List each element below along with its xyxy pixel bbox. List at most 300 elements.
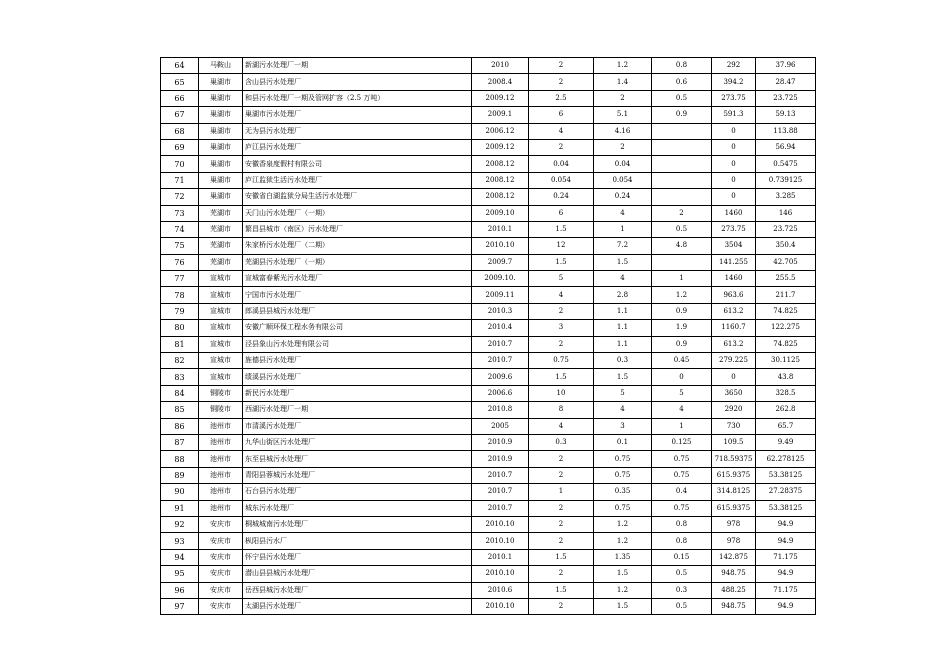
- value-d-cell: 37.96: [756, 58, 816, 74]
- date-cell: 2009.12: [472, 139, 529, 155]
- table-row: [161, 238, 816, 254]
- table-row: [161, 74, 816, 90]
- table-row: [161, 451, 816, 467]
- city-cell: 池州市: [199, 500, 243, 516]
- capacity-cell: 4: [529, 287, 594, 303]
- data-table: [160, 57, 816, 615]
- row-number: 81: [161, 336, 199, 352]
- value-b-cell: 0.4: [652, 484, 712, 500]
- value-c-cell: 718.59375: [712, 451, 756, 467]
- capacity-cell: 2: [529, 303, 594, 319]
- capacity-cell: 3: [529, 320, 594, 336]
- value-b-cell: 0.5: [652, 566, 712, 582]
- date-cell: 2009.6: [472, 369, 529, 385]
- capacity-cell: 2: [529, 533, 594, 549]
- capacity-cell: 4: [529, 418, 594, 434]
- date-cell: 2009.11: [472, 287, 529, 303]
- value-a-cell: 0.1: [594, 434, 652, 450]
- value-c-cell: 1460: [712, 271, 756, 287]
- row-number: 92: [161, 516, 199, 532]
- value-c-cell: 3650: [712, 385, 756, 401]
- value-c-cell: 1460: [712, 205, 756, 221]
- capacity-cell: 2.5: [529, 90, 594, 106]
- facility-name-cell: 青阳县蓉城污水处理厂: [243, 467, 472, 483]
- city-cell: 池州市: [199, 484, 243, 500]
- date-cell: 2008.12: [472, 189, 529, 205]
- row-number: 85: [161, 402, 199, 418]
- value-d-cell: 53.38125: [756, 500, 816, 516]
- value-a-cell: 5: [594, 385, 652, 401]
- facility-name-cell: 岳西县城污水处理厂: [243, 582, 472, 598]
- row-number: 87: [161, 434, 199, 450]
- capacity-cell: 2: [529, 336, 594, 352]
- table-row: [161, 221, 816, 237]
- value-c-cell: 3504: [712, 238, 756, 254]
- table-row: [161, 107, 816, 123]
- date-cell: 2010.10: [472, 516, 529, 532]
- table-row: [161, 271, 816, 287]
- table-row: [161, 205, 816, 221]
- facility-name-cell: 郎溪县县城污水处理厂: [243, 303, 472, 319]
- value-b-cell: [652, 189, 712, 205]
- value-a-cell: 0.35: [594, 484, 652, 500]
- value-a-cell: 1.1: [594, 336, 652, 352]
- capacity-cell: 2: [529, 598, 594, 614]
- capacity-cell: 2: [529, 74, 594, 90]
- facility-name-cell: 枞阳县污水厂: [243, 533, 472, 549]
- capacity-cell: 0.75: [529, 353, 594, 369]
- date-cell: 2010.10: [472, 566, 529, 582]
- table-body: [161, 58, 816, 615]
- city-cell: 芜湖市: [199, 238, 243, 254]
- date-cell: 2010.1: [472, 549, 529, 565]
- facility-name-cell: 巢湖市污水处理厂: [243, 107, 472, 123]
- value-a-cell: 0.04: [594, 156, 652, 172]
- value-b-cell: 0.15: [652, 549, 712, 565]
- facility-name-cell: 潜山县县城污水处理厂: [243, 566, 472, 582]
- value-b-cell: 0.5: [652, 221, 712, 237]
- city-cell: 巢湖市: [199, 90, 243, 106]
- value-d-cell: 211.7: [756, 287, 816, 303]
- date-cell: 2006.12: [472, 123, 529, 139]
- value-b-cell: 0.8: [652, 58, 712, 74]
- value-b-cell: [652, 172, 712, 188]
- row-number: 83: [161, 369, 199, 385]
- value-b-cell: 1.9: [652, 320, 712, 336]
- table-row: [161, 172, 816, 188]
- value-d-cell: 62.278125: [756, 451, 816, 467]
- facility-name-cell: 无为县污水处理厂: [243, 123, 472, 139]
- city-cell: 巢湖市: [199, 189, 243, 205]
- facility-name-cell: 城东污水处理厂: [243, 500, 472, 516]
- value-a-cell: 0.75: [594, 451, 652, 467]
- city-cell: 巢湖市: [199, 172, 243, 188]
- value-b-cell: [652, 254, 712, 270]
- value-d-cell: 122.275: [756, 320, 816, 336]
- value-b-cell: 4.8: [652, 238, 712, 254]
- value-a-cell: 3: [594, 418, 652, 434]
- facility-name-cell: 安徽省白湖监狱分局生活污水处理厂: [243, 189, 472, 205]
- date-cell: 2010.8: [472, 402, 529, 418]
- facility-name-cell: 天门山污水处理厂（一期）: [243, 205, 472, 221]
- table-row: [161, 467, 816, 483]
- table-row: [161, 303, 816, 319]
- value-d-cell: 94.9: [756, 516, 816, 532]
- value-a-cell: 0.054: [594, 172, 652, 188]
- table-row: [161, 516, 816, 532]
- row-number: 88: [161, 451, 199, 467]
- value-a-cell: 4.16: [594, 123, 652, 139]
- value-c-cell: 948.75: [712, 566, 756, 582]
- facility-name-cell: 含山县污水处理厂: [243, 74, 472, 90]
- table-row: [161, 369, 816, 385]
- value-c-cell: 0: [712, 369, 756, 385]
- date-cell: 2005: [472, 418, 529, 434]
- value-c-cell: 273.75: [712, 90, 756, 106]
- city-cell: 池州市: [199, 451, 243, 467]
- date-cell: 2010.7: [472, 336, 529, 352]
- value-a-cell: 4: [594, 205, 652, 221]
- value-c-cell: 591.3: [712, 107, 756, 123]
- value-d-cell: 53.38125: [756, 467, 816, 483]
- value-d-cell: 71.175: [756, 582, 816, 598]
- row-number: 80: [161, 320, 199, 336]
- value-a-cell: 4: [594, 402, 652, 418]
- capacity-cell: 1: [529, 484, 594, 500]
- table-row: [161, 533, 816, 549]
- facility-name-cell: 芜湖县污水处理厂（一期）: [243, 254, 472, 270]
- capacity-cell: 0.054: [529, 172, 594, 188]
- value-d-cell: 71.175: [756, 549, 816, 565]
- value-c-cell: 314.8125: [712, 484, 756, 500]
- value-d-cell: 42.705: [756, 254, 816, 270]
- capacity-cell: 1.5: [529, 221, 594, 237]
- facility-name-cell: 安徽广顺环保工程水务有限公司: [243, 320, 472, 336]
- row-number: 70: [161, 156, 199, 172]
- date-cell: 2010.6: [472, 582, 529, 598]
- capacity-cell: 10: [529, 385, 594, 401]
- value-d-cell: 23.725: [756, 90, 816, 106]
- city-cell: 安庆市: [199, 582, 243, 598]
- value-c-cell: 615.9375: [712, 467, 756, 483]
- table-row: [161, 287, 816, 303]
- row-number: 73: [161, 205, 199, 221]
- city-cell: 芜湖市: [199, 205, 243, 221]
- row-number: 93: [161, 533, 199, 549]
- value-b-cell: 0.6: [652, 74, 712, 90]
- date-cell: 2010.7: [472, 484, 529, 500]
- value-a-cell: 7.2: [594, 238, 652, 254]
- capacity-cell: 2: [529, 451, 594, 467]
- table-row: [161, 385, 816, 401]
- city-cell: 安庆市: [199, 566, 243, 582]
- value-a-cell: 1.2: [594, 582, 652, 598]
- date-cell: 2008.12: [472, 156, 529, 172]
- row-number: 67: [161, 107, 199, 123]
- row-number: 71: [161, 172, 199, 188]
- facility-name-cell: 庐江监狱生活污水处理厂: [243, 172, 472, 188]
- value-c-cell: 292: [712, 58, 756, 74]
- row-number: 66: [161, 90, 199, 106]
- facility-name-cell: 桐城城南污水处理厂: [243, 516, 472, 532]
- table-row: [161, 320, 816, 336]
- value-d-cell: 74.825: [756, 336, 816, 352]
- value-c-cell: 2920: [712, 402, 756, 418]
- row-number: 77: [161, 271, 199, 287]
- value-c-cell: 0: [712, 189, 756, 205]
- value-d-cell: 113.88: [756, 123, 816, 139]
- value-a-cell: 5.1: [594, 107, 652, 123]
- facility-name-cell: 和县污水处理厂一期及管网扩容（2.5 万吨）: [243, 90, 472, 106]
- city-cell: 池州市: [199, 418, 243, 434]
- value-d-cell: 30.1125: [756, 353, 816, 369]
- row-number: 96: [161, 582, 199, 598]
- value-b-cell: 0.8: [652, 533, 712, 549]
- facility-name-cell: 东至县城污水处理厂: [243, 451, 472, 467]
- city-cell: 芜湖市: [199, 254, 243, 270]
- value-c-cell: 141.255: [712, 254, 756, 270]
- date-cell: 2010.3: [472, 303, 529, 319]
- table-row: [161, 90, 816, 106]
- value-d-cell: 43.8: [756, 369, 816, 385]
- value-d-cell: 94.9: [756, 533, 816, 549]
- value-b-cell: 0.9: [652, 107, 712, 123]
- value-a-cell: 1.2: [594, 516, 652, 532]
- capacity-cell: 0.04: [529, 156, 594, 172]
- facility-name-cell: 绩溪县污水处理厂: [243, 369, 472, 385]
- capacity-cell: 1.5: [529, 369, 594, 385]
- city-cell: 马鞍山: [199, 58, 243, 74]
- date-cell: 2009.7: [472, 254, 529, 270]
- value-d-cell: 59.13: [756, 107, 816, 123]
- value-c-cell: 488.25: [712, 582, 756, 598]
- row-number: 72: [161, 189, 199, 205]
- city-cell: 芜湖市: [199, 221, 243, 237]
- capacity-cell: 6: [529, 205, 594, 221]
- row-number: 82: [161, 353, 199, 369]
- row-number: 91: [161, 500, 199, 516]
- value-d-cell: 27.28375: [756, 484, 816, 500]
- value-c-cell: 109.5: [712, 434, 756, 450]
- facility-name-cell: 旌德县污水处理厂: [243, 353, 472, 369]
- value-a-cell: 1.35: [594, 549, 652, 565]
- value-b-cell: 0.9: [652, 303, 712, 319]
- value-c-cell: 0: [712, 139, 756, 155]
- value-c-cell: 0: [712, 156, 756, 172]
- row-number: 97: [161, 598, 199, 614]
- table-row: [161, 254, 816, 270]
- table-row: [161, 353, 816, 369]
- table-row: [161, 336, 816, 352]
- value-a-cell: 1.5: [594, 566, 652, 582]
- row-number: 76: [161, 254, 199, 270]
- table-row: [161, 500, 816, 516]
- date-cell: 2010.7: [472, 353, 529, 369]
- value-c-cell: 279.225: [712, 353, 756, 369]
- table-row: [161, 189, 816, 205]
- capacity-cell: 2: [529, 500, 594, 516]
- value-d-cell: 94.9: [756, 598, 816, 614]
- row-number: 86: [161, 418, 199, 434]
- value-b-cell: 1: [652, 418, 712, 434]
- date-cell: 2010.7: [472, 467, 529, 483]
- value-b-cell: [652, 156, 712, 172]
- capacity-cell: 1.5: [529, 254, 594, 270]
- value-a-cell: 1.1: [594, 303, 652, 319]
- value-b-cell: 0: [652, 369, 712, 385]
- value-a-cell: 2: [594, 90, 652, 106]
- date-cell: 2010.4: [472, 320, 529, 336]
- facility-name-cell: 朱家桥污水处理厂（二期）: [243, 238, 472, 254]
- capacity-cell: 2: [529, 58, 594, 74]
- capacity-cell: 2: [529, 566, 594, 582]
- capacity-cell: 4: [529, 123, 594, 139]
- city-cell: 巢湖市: [199, 123, 243, 139]
- table-row: [161, 139, 816, 155]
- facility-name-cell: 庐江县污水处理厂: [243, 139, 472, 155]
- date-cell: 2009.12: [472, 90, 529, 106]
- value-a-cell: 0.75: [594, 467, 652, 483]
- value-d-cell: 0.5475: [756, 156, 816, 172]
- city-cell: 安庆市: [199, 549, 243, 565]
- table-row: [161, 582, 816, 598]
- city-cell: 宣城市: [199, 369, 243, 385]
- city-cell: 巢湖市: [199, 156, 243, 172]
- value-a-cell: 1.4: [594, 74, 652, 90]
- table-row: [161, 549, 816, 565]
- value-d-cell: 0.739125: [756, 172, 816, 188]
- value-c-cell: 730: [712, 418, 756, 434]
- table-row: [161, 123, 816, 139]
- value-a-cell: 2.8: [594, 287, 652, 303]
- value-c-cell: 615.9375: [712, 500, 756, 516]
- date-cell: 2010.7: [472, 500, 529, 516]
- table-row: [161, 58, 816, 74]
- value-c-cell: 0: [712, 172, 756, 188]
- value-a-cell: 1.5: [594, 598, 652, 614]
- facility-name-cell: 太湖县污水处理厂: [243, 598, 472, 614]
- value-c-cell: 394.2: [712, 74, 756, 90]
- value-a-cell: 1: [594, 221, 652, 237]
- value-a-cell: 0.24: [594, 189, 652, 205]
- date-cell: 2006.6: [472, 385, 529, 401]
- value-d-cell: 262.8: [756, 402, 816, 418]
- capacity-cell: 1.5: [529, 582, 594, 598]
- row-number: 74: [161, 221, 199, 237]
- city-cell: 宣城市: [199, 336, 243, 352]
- city-cell: 巢湖市: [199, 74, 243, 90]
- facility-name-cell: 宁国市污水处理厂: [243, 287, 472, 303]
- value-a-cell: 0.75: [594, 500, 652, 516]
- value-b-cell: 2: [652, 205, 712, 221]
- value-c-cell: 978: [712, 533, 756, 549]
- table-row: [161, 598, 816, 614]
- row-number: 75: [161, 238, 199, 254]
- value-b-cell: 0.5: [652, 90, 712, 106]
- facility-name-cell: 安徽香泉度假村有限公司: [243, 156, 472, 172]
- row-number: 89: [161, 467, 199, 483]
- capacity-cell: 8: [529, 402, 594, 418]
- value-c-cell: 1160.7: [712, 320, 756, 336]
- row-number: 95: [161, 566, 199, 582]
- value-b-cell: 0.9: [652, 336, 712, 352]
- value-c-cell: 0: [712, 123, 756, 139]
- row-number: 79: [161, 303, 199, 319]
- value-b-cell: [652, 139, 712, 155]
- facility-name-cell: 怀宁县污水处理厂: [243, 549, 472, 565]
- value-a-cell: 2: [594, 139, 652, 155]
- value-d-cell: 328.5: [756, 385, 816, 401]
- value-c-cell: 613.2: [712, 303, 756, 319]
- city-cell: 铜陵市: [199, 402, 243, 418]
- value-c-cell: 978: [712, 516, 756, 532]
- value-a-cell: 0.3: [594, 353, 652, 369]
- facility-name-cell: 新湖污水处理厂一期: [243, 58, 472, 74]
- city-cell: 池州市: [199, 434, 243, 450]
- value-b-cell: 0.125: [652, 434, 712, 450]
- value-c-cell: 142.875: [712, 549, 756, 565]
- value-d-cell: 350.4: [756, 238, 816, 254]
- facility-name-cell: 石台县污水处理厂: [243, 484, 472, 500]
- date-cell: 2009.10: [472, 205, 529, 221]
- value-b-cell: 0.75: [652, 451, 712, 467]
- value-a-cell: 1.1: [594, 320, 652, 336]
- facility-name-cell: 西湖污水处理厂一期: [243, 402, 472, 418]
- row-number: 90: [161, 484, 199, 500]
- city-cell: 安庆市: [199, 516, 243, 532]
- city-cell: 安庆市: [199, 598, 243, 614]
- city-cell: 宣城市: [199, 287, 243, 303]
- value-b-cell: 0.3: [652, 582, 712, 598]
- table-row: [161, 484, 816, 500]
- value-d-cell: 23.725: [756, 221, 816, 237]
- capacity-cell: 6: [529, 107, 594, 123]
- facility-name-cell: 宣城富春紫光污水处理厂: [243, 271, 472, 287]
- capacity-cell: 5: [529, 271, 594, 287]
- capacity-cell: 0.3: [529, 434, 594, 450]
- date-cell: 2009.10.: [472, 271, 529, 287]
- value-d-cell: 146: [756, 205, 816, 221]
- capacity-cell: 1.5: [529, 549, 594, 565]
- table-row: [161, 418, 816, 434]
- date-cell: 2010.10: [472, 598, 529, 614]
- city-cell: 宣城市: [199, 320, 243, 336]
- value-b-cell: 0.75: [652, 467, 712, 483]
- table-row: [161, 434, 816, 450]
- value-d-cell: 9.49: [756, 434, 816, 450]
- value-b-cell: [652, 123, 712, 139]
- value-b-cell: 0.75: [652, 500, 712, 516]
- table-row: [161, 566, 816, 582]
- value-d-cell: 28.47: [756, 74, 816, 90]
- value-a-cell: 4: [594, 271, 652, 287]
- value-d-cell: 56.94: [756, 139, 816, 155]
- date-cell: 2010.1: [472, 221, 529, 237]
- value-b-cell: 0.8: [652, 516, 712, 532]
- date-cell: 2010: [472, 58, 529, 74]
- value-d-cell: 74.825: [756, 303, 816, 319]
- value-a-cell: 1.5: [594, 254, 652, 270]
- date-cell: 2010.10: [472, 533, 529, 549]
- row-number: 69: [161, 139, 199, 155]
- facility-name-cell: 市清溪污水处理厂: [243, 418, 472, 434]
- row-number: 65: [161, 74, 199, 90]
- facility-name-cell: 繁昌县城市（南区）污水处理厂: [243, 221, 472, 237]
- value-a-cell: 1.2: [594, 58, 652, 74]
- city-cell: 巢湖市: [199, 107, 243, 123]
- capacity-cell: 2: [529, 467, 594, 483]
- city-cell: 巢湖市: [199, 139, 243, 155]
